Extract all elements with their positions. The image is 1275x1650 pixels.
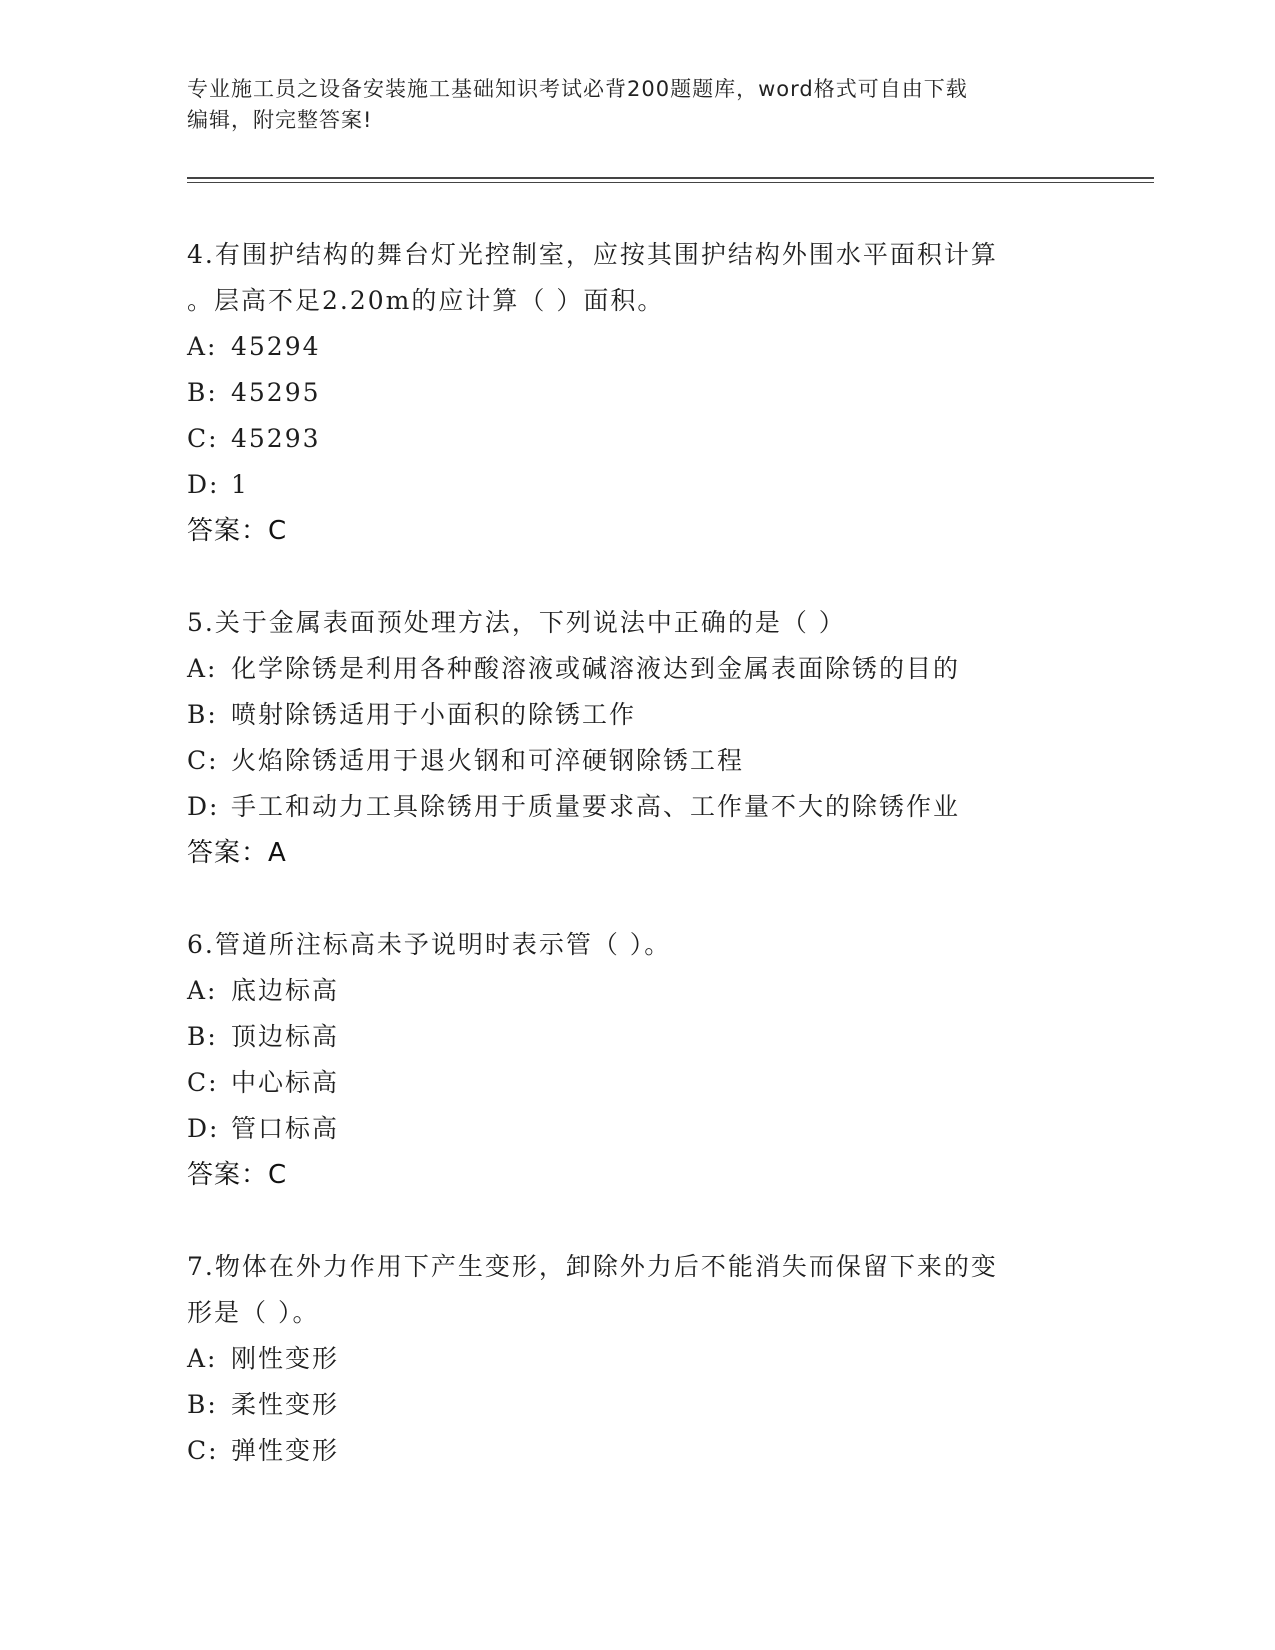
question-stem-line: 4.有围护结构的舞台灯光控制室，应按其围护结构外围水平面积计算 (187, 240, 998, 269)
question-item (187, 232, 1087, 554)
answer-line: 答案：A (187, 838, 287, 868)
option-text: 中心标高 (231, 1068, 340, 1097)
header-title-line-2: 编辑，附完整答案! (187, 108, 373, 132)
option-text: 顶边标高 (231, 1022, 340, 1051)
option-text: 喷射除锈适用于小面积的除锈工作 (231, 700, 637, 729)
option-d (187, 462, 1087, 508)
option-letter: C: (187, 1068, 219, 1097)
option-letter: A: (187, 332, 218, 361)
option-text: 手工和动力工具除锈用于质量要求高、工作量不大的除锈作业 (231, 792, 961, 821)
option-letter: A: (187, 976, 218, 1005)
option-text: 底边标高 (231, 976, 340, 1005)
option-text: 火焰除锈适用于退火钢和可淬硬钢除锈工程 (231, 746, 745, 775)
option-letter: A: (187, 1344, 218, 1373)
option-letter: C: (187, 424, 219, 453)
header-title-line-1: 专业施工员之设备安装施工基础知识考试必背200题题库，word格式可自由下载 (187, 77, 968, 101)
option-c (187, 738, 1087, 784)
option-d (187, 1106, 1087, 1152)
question-stem-line: 。层高不足2.20m的应计算（ ）面积。 (187, 286, 665, 315)
option-b (187, 370, 1087, 416)
question-list (187, 232, 1087, 1520)
option-letter: B: (187, 1022, 218, 1051)
answer-line: 答案：C (187, 1160, 288, 1190)
option-text: 45295 (231, 378, 321, 407)
option-letter: D: (187, 1114, 220, 1143)
document-header (187, 74, 1087, 136)
option-letter: A: (187, 654, 218, 683)
option-text: 45293 (231, 424, 321, 453)
option-c (187, 416, 1087, 462)
header-divider-thick (187, 177, 1154, 179)
option-text: 刚性变形 (231, 1344, 340, 1373)
option-c (187, 1428, 1087, 1474)
option-letter: C: (187, 1436, 219, 1465)
question-stem-line: 5.关于金属表面预处理方法，下列说法中正确的是（ ） (187, 608, 846, 637)
question-item (187, 1244, 1087, 1474)
answer-line: 答案：C (187, 516, 288, 546)
option-letter: B: (187, 700, 218, 729)
option-text: 柔性变形 (231, 1390, 340, 1419)
option-text: 化学除锈是利用各种酸溶液或碱溶液达到金属表面除锈的目的 (231, 654, 961, 683)
option-text: 1 (231, 470, 249, 499)
question-stem-line: 形是（ ）。 (187, 1298, 320, 1327)
option-b (187, 1382, 1087, 1428)
option-a (187, 324, 1087, 370)
option-b (187, 1014, 1087, 1060)
question-stem-line: 6.管道所注标高未予说明时表示管（ ）。 (187, 930, 672, 959)
option-text: 弹性变形 (231, 1436, 340, 1465)
question-item (187, 922, 1087, 1198)
option-letter: C: (187, 746, 219, 775)
option-a (187, 646, 1087, 692)
question-stem-line: 7.物体在外力作用下产生变形，卸除外力后不能消失而保留下来的变 (187, 1252, 998, 1281)
option-letter: B: (187, 1390, 218, 1419)
option-text: 管口标高 (231, 1114, 340, 1143)
question-item (187, 600, 1087, 876)
option-text: 45294 (231, 332, 321, 361)
header-divider-thin (187, 182, 1154, 183)
option-c (187, 1060, 1087, 1106)
option-d (187, 784, 1087, 830)
option-a (187, 1336, 1087, 1382)
option-letter: B: (187, 378, 218, 407)
option-a (187, 968, 1087, 1014)
option-letter: D: (187, 470, 220, 499)
option-letter: D: (187, 792, 220, 821)
option-b (187, 692, 1087, 738)
